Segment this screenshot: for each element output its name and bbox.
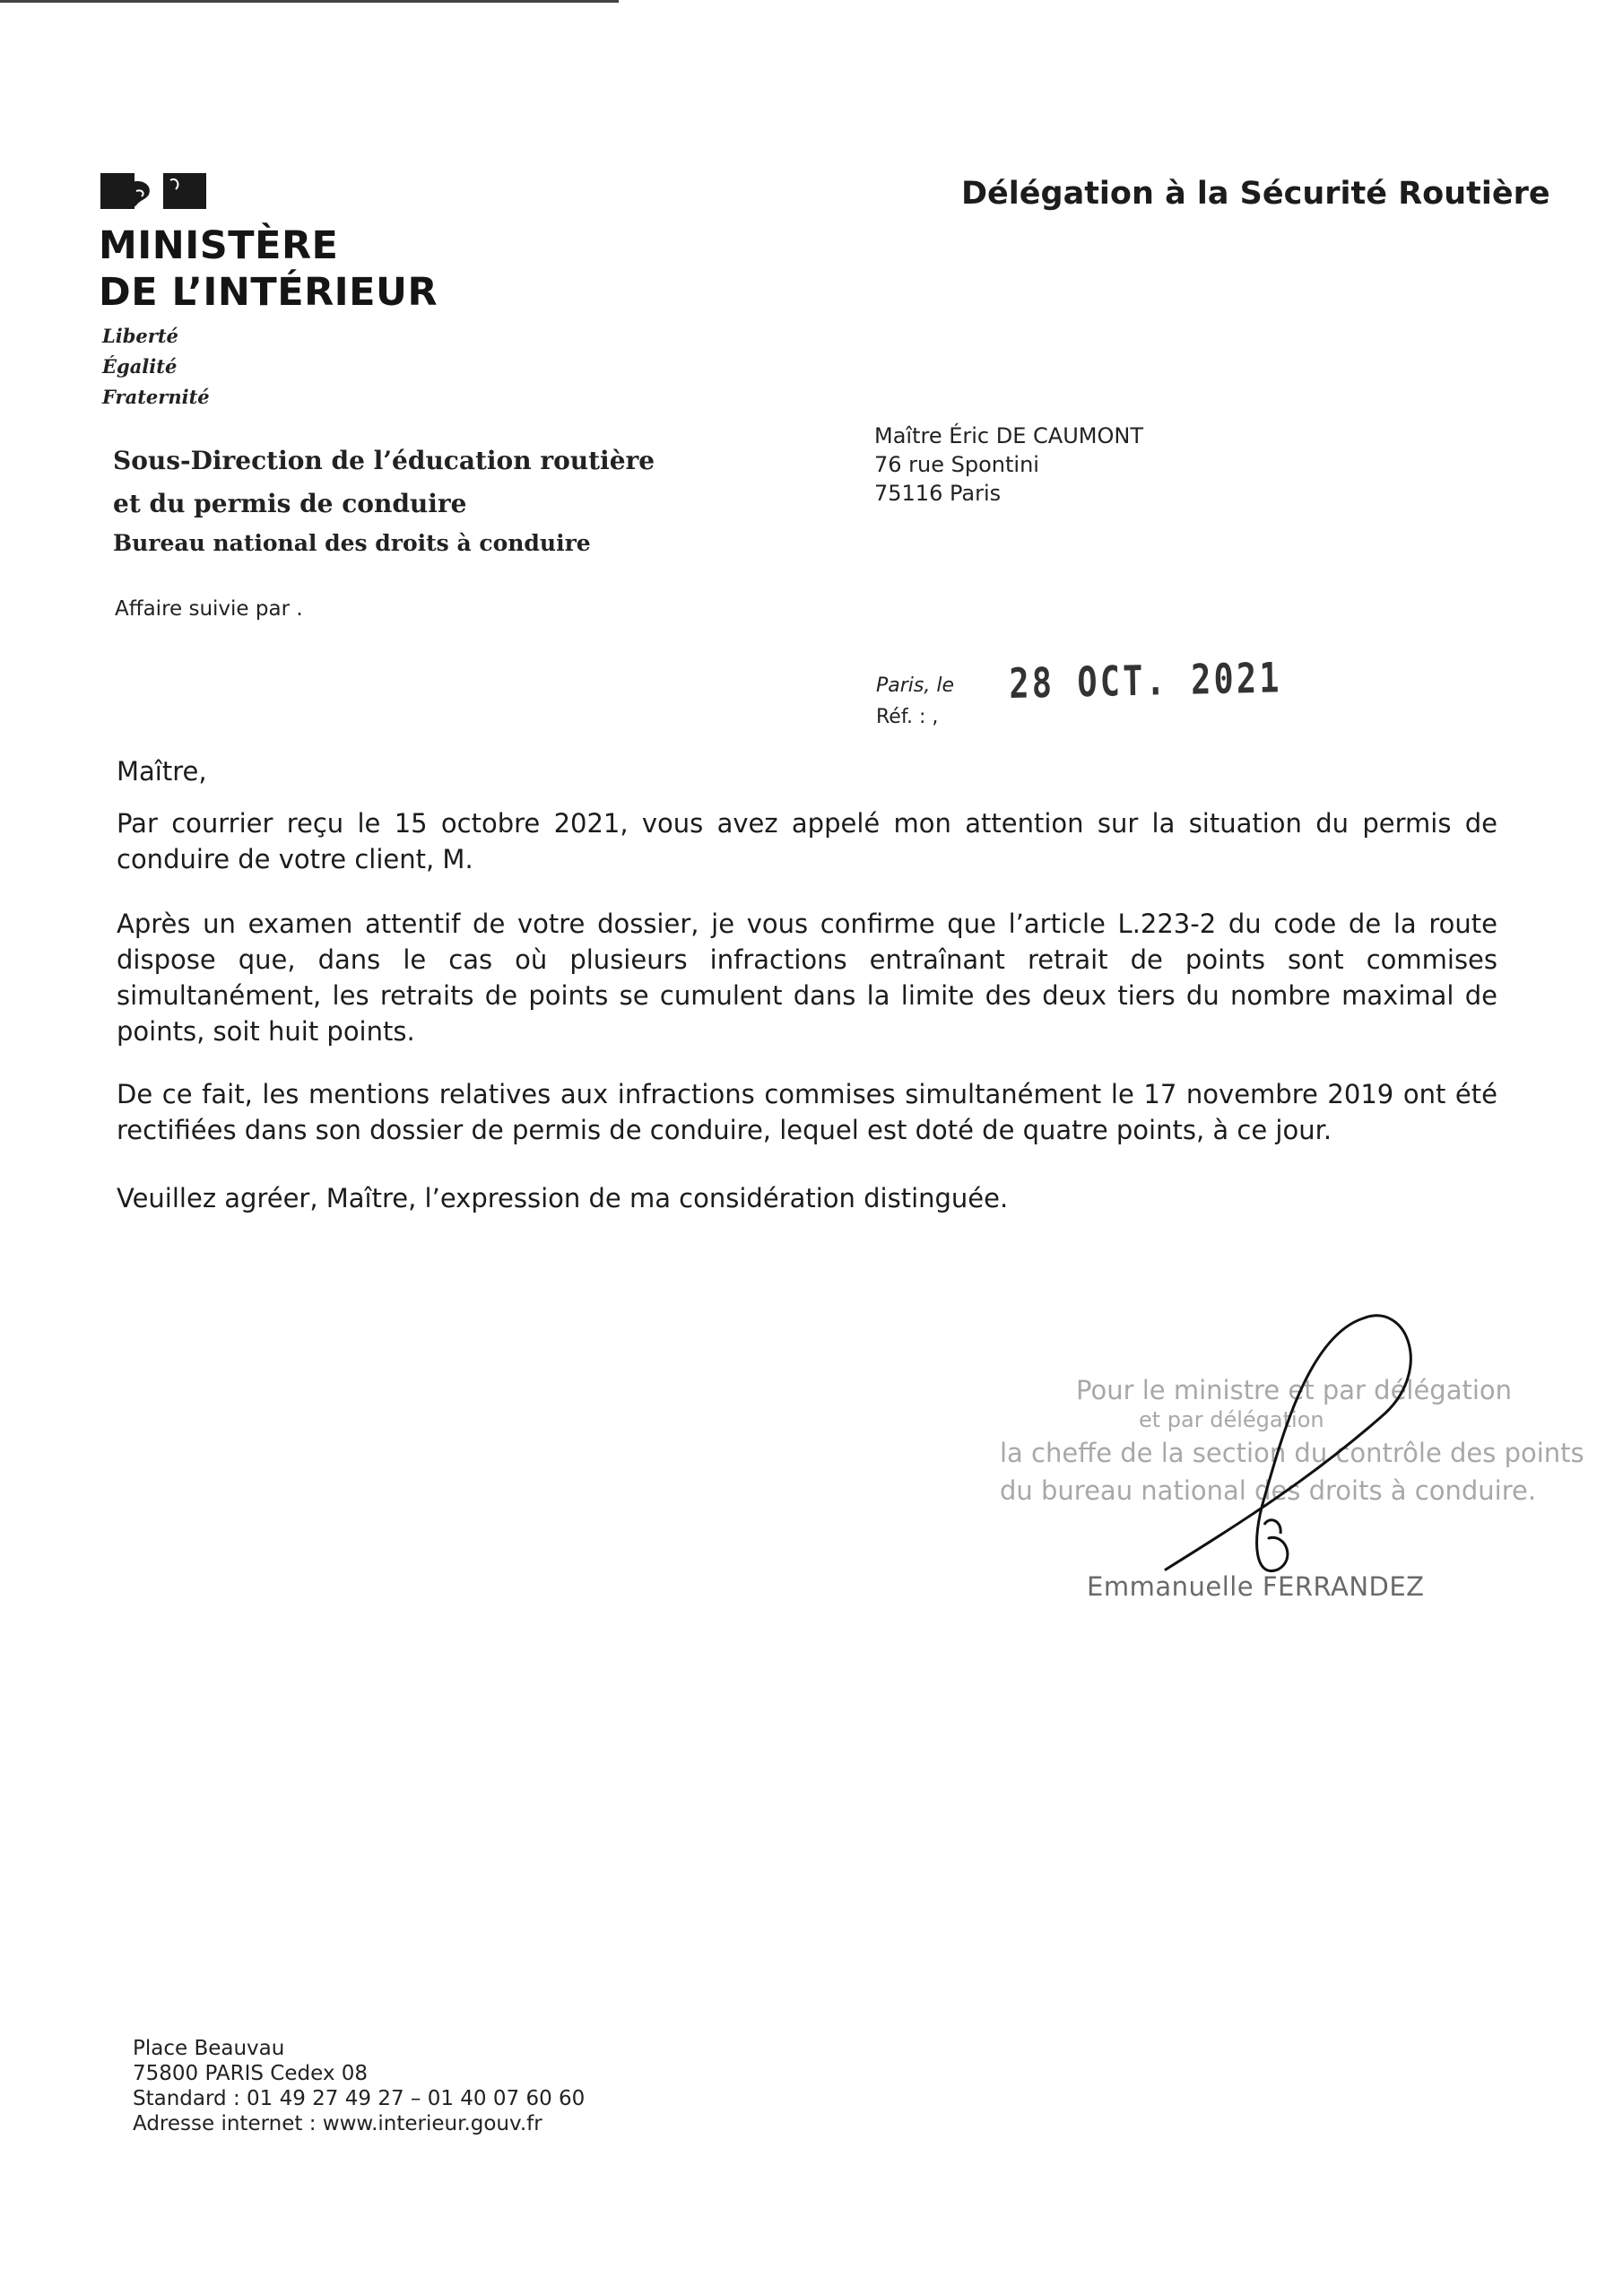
signature-line-2: et par délégation	[1139, 1407, 1324, 1432]
followed-by: Affaire suivie par .	[115, 597, 303, 621]
sender-line-3: Bureau national des droits à conduire	[113, 530, 591, 556]
closing-formula: Veuillez agréer, Maître, l’expression de ma considération distinguée.	[117, 1183, 1009, 1213]
scan-edge-line	[0, 0, 619, 3]
footer-line-4: Adresse internet : www.interieur.gouv.fr	[133, 2112, 542, 2135]
recipient-name: Maître Éric DE CAUMONT	[874, 423, 1143, 448]
recipient-address	[874, 422, 1143, 508]
signatory-name: Emmanuelle FERRANDEZ	[1087, 1571, 1425, 1602]
sender-service	[113, 439, 655, 561]
ministry-line-2: DE L’INTÉRIEUR	[99, 270, 438, 315]
letter-paragraph: De ce fait, les mentions relatives aux infractions commises simultanément le 17 novembre 2019 ont été rectifiées dans son dossier de permis de conduire, lequel est doté de quatre points, à ce jour.	[117, 1079, 1497, 1145]
footer-line-1: Place Beauvau	[133, 2037, 285, 2060]
sender-line-1: Sous-Direction de l’éducation routière	[113, 446, 655, 475]
republic-motto	[102, 321, 210, 413]
salutation: Maître,	[117, 756, 207, 787]
ministry-name	[99, 222, 438, 316]
handwritten-signature	[1112, 1300, 1488, 1587]
marianne-logo-icon	[100, 173, 206, 209]
footer-line-3: Standard : 01 49 27 49 27 – 01 40 07 60 60	[133, 2087, 586, 2110]
letter-paragraph: Après un examen attentif de votre dossier, je vous confirme que l’article L.223-2 du code de la route dispose que, dans le cas où plusieurs infractions entraînant retrait de points sont commises simultanément, les retraits de points se cumulent dans la limite des deux tiers du nombre maximal de points, soit huit points.	[117, 909, 1497, 1047]
place-date-label: Paris, le	[876, 674, 955, 697]
footer-line-2: 75800 PARIS Cedex 08	[133, 2062, 369, 2085]
letter-paragraph: Par courrier reçu le 15 octobre 2021, vous avez appelé mon attention sur la situation du permis de conduire de votre client, M.	[117, 808, 1497, 874]
recipient-city: 75116 Paris	[874, 481, 1002, 506]
delegation-title: Délégation à la Sécurité Routière	[961, 176, 1550, 212]
signature-line-4: du bureau national des droits à conduire.	[1000, 1475, 1537, 1506]
signature-line-3: la cheffe de la section du contrôle des points	[1000, 1438, 1584, 1468]
date-stamp: 28 OCT. 2021	[1009, 653, 1282, 708]
recipient-street: 76 rue Spontini	[874, 452, 1039, 477]
signature-line-1: Pour le ministre et par délégation	[1076, 1375, 1513, 1405]
ministry-line-1: MINISTÈRE	[99, 223, 339, 268]
motto-fraternite: Fraternité	[102, 386, 210, 408]
motto-liberte: Liberté	[102, 325, 178, 347]
footer-address	[133, 2036, 585, 2136]
motto-egalite: Égalité	[102, 355, 178, 378]
sender-line-2: et du permis de conduire	[113, 489, 467, 518]
reference-label: Réf. : ,	[876, 706, 939, 728]
